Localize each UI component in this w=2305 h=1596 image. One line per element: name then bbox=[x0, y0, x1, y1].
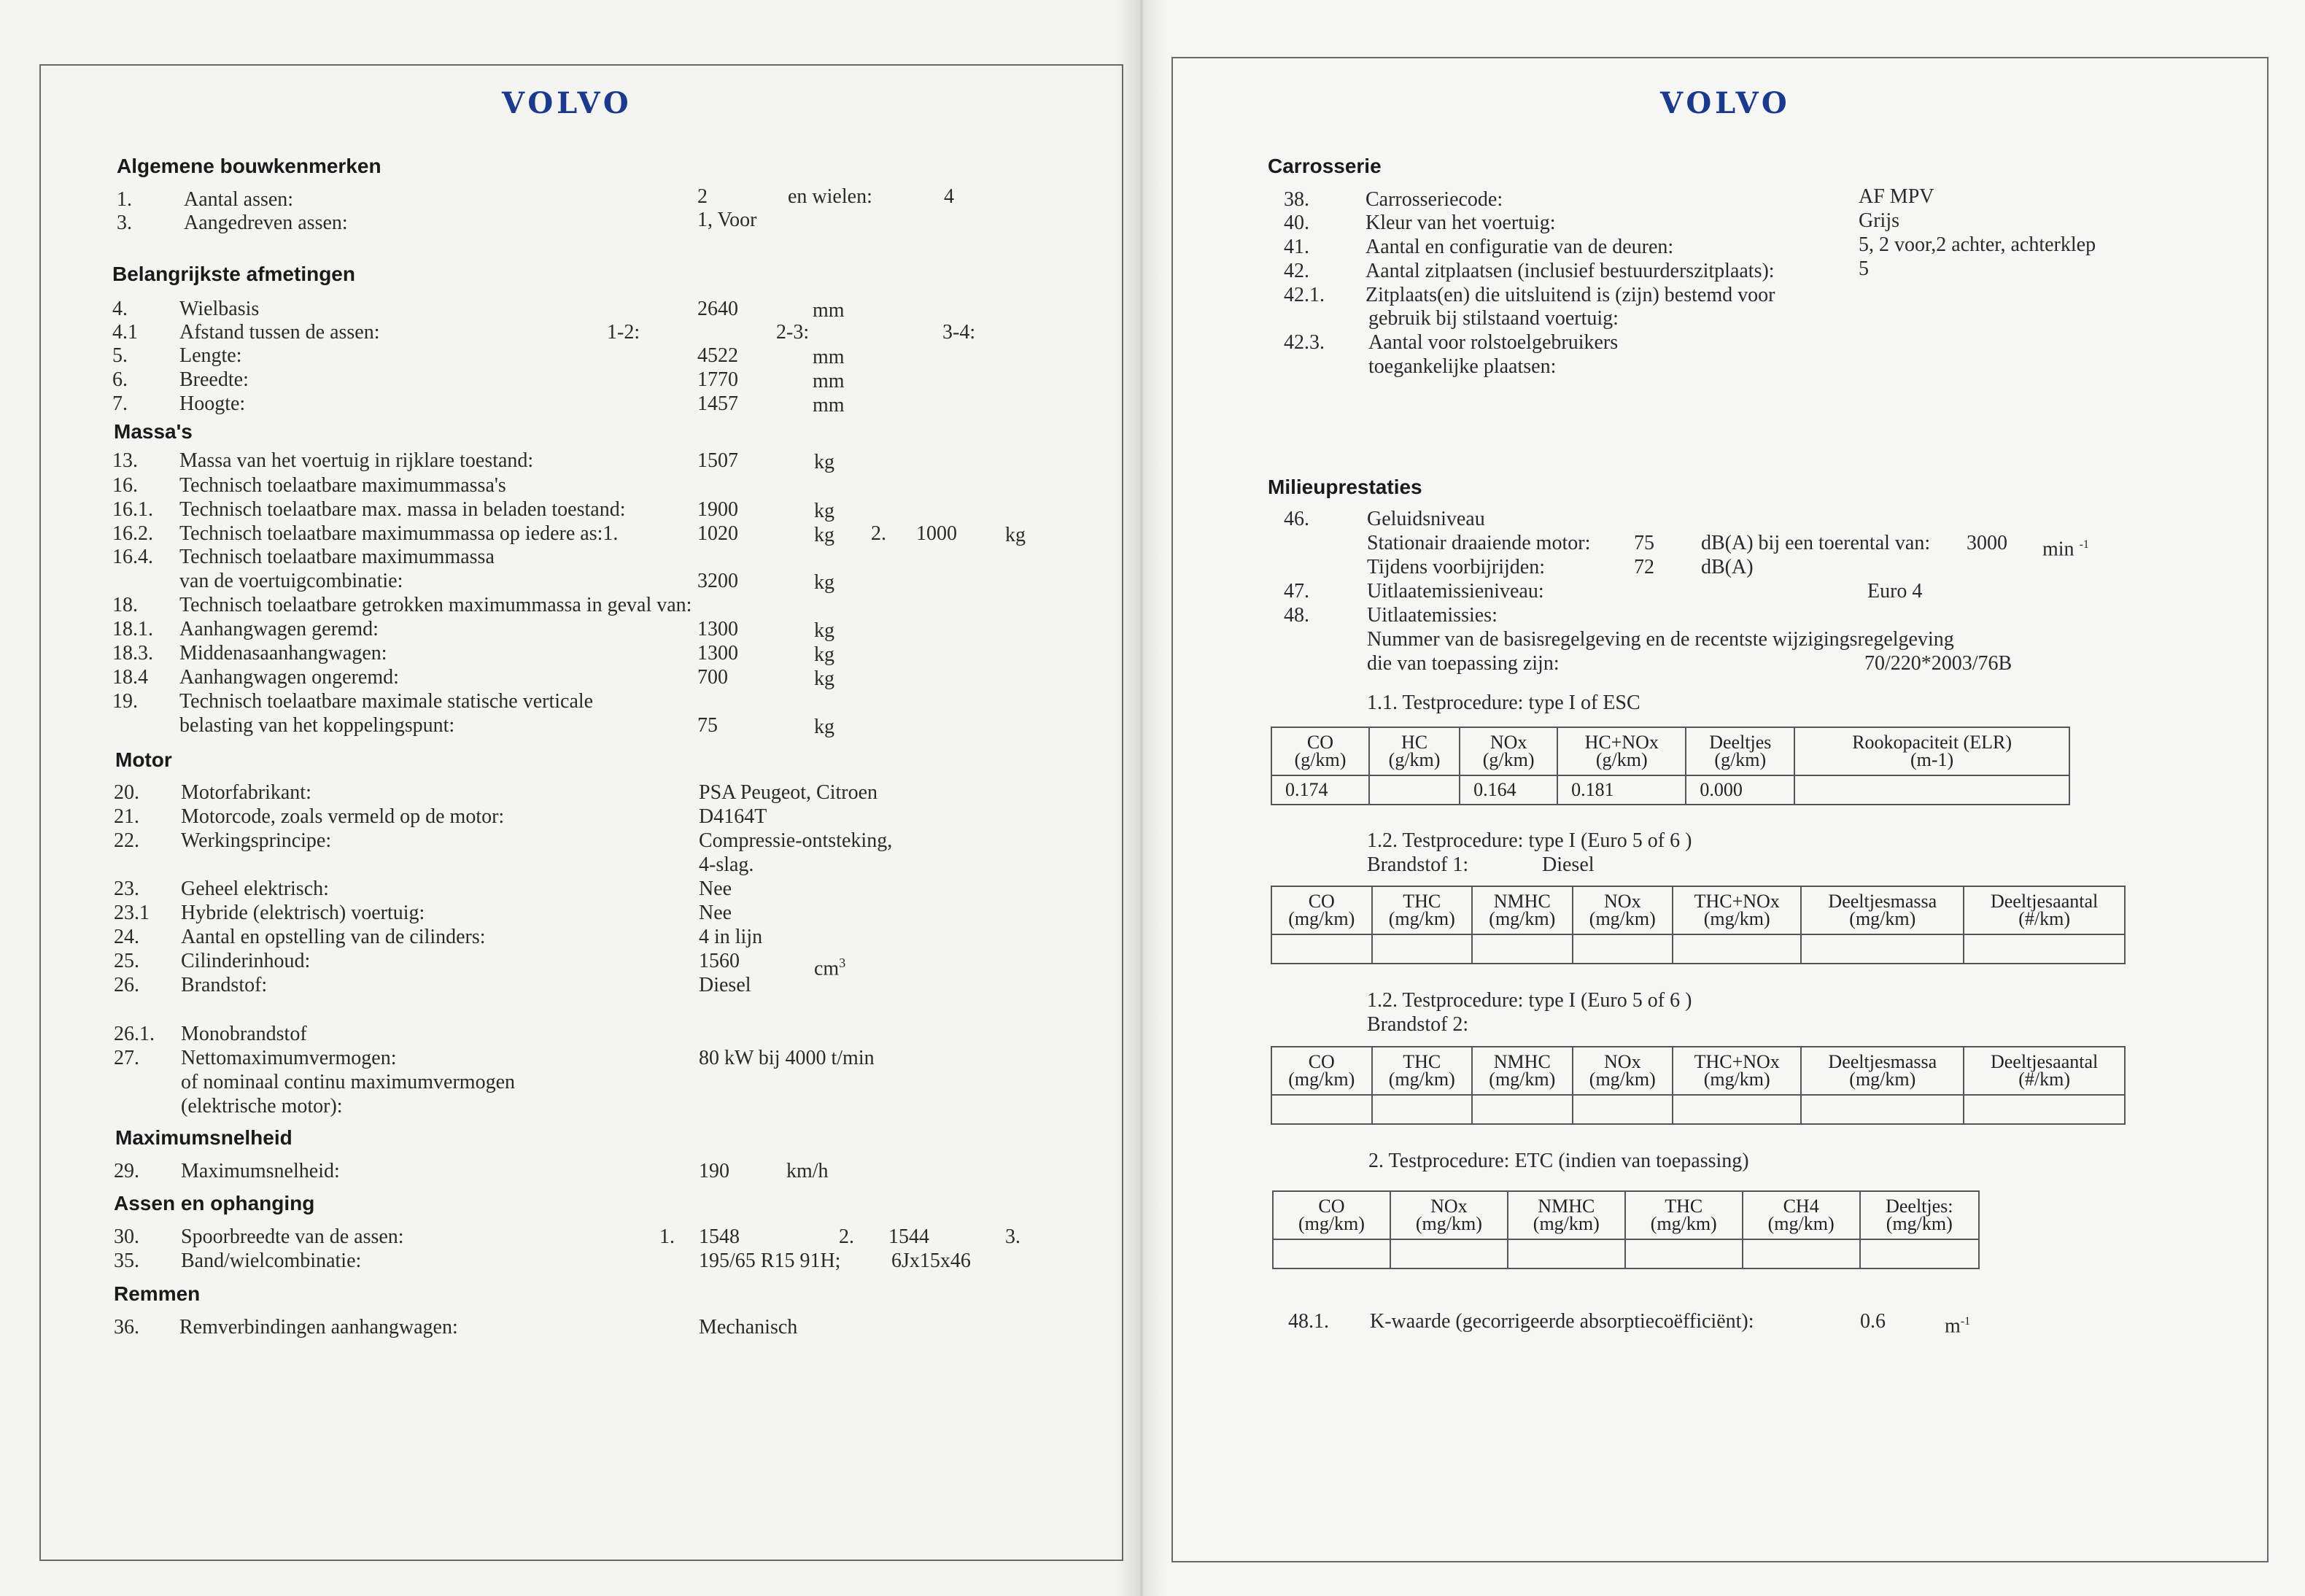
table-cell bbox=[1472, 1095, 1573, 1124]
row-label: Aanhangwagen geremd: bbox=[179, 618, 379, 640]
row-number: 36. bbox=[114, 1316, 139, 1339]
row-number: 47. bbox=[1284, 580, 1309, 603]
row-value: AF MPV bbox=[1859, 185, 1934, 208]
row-value: 1020 bbox=[697, 522, 738, 545]
row-value: 1457 bbox=[697, 392, 738, 415]
row-label: 2-3: bbox=[776, 321, 810, 344]
table-header-cell: CO (mg/km) bbox=[1271, 886, 1372, 934]
table-cell bbox=[1273, 1239, 1390, 1268]
table-cell bbox=[1794, 775, 2069, 805]
row-number: 21. bbox=[114, 805, 139, 828]
row-number: 30. bbox=[114, 1225, 139, 1248]
table-cell bbox=[1673, 934, 1801, 964]
row-label: Uitlaatemissies: bbox=[1367, 604, 1498, 627]
row-label: 2. bbox=[871, 522, 886, 545]
row-number: 48. bbox=[1284, 604, 1309, 627]
table-row bbox=[1271, 775, 2069, 805]
table-header-cell: NMHC (mg/km) bbox=[1472, 1047, 1573, 1095]
row-label: Hybride (elektrisch) voertuig: bbox=[181, 902, 425, 924]
row-label: Massa van het voertuig in rijklare toestand: bbox=[179, 449, 534, 472]
row-unit: $m^{-1}$ bbox=[1945, 1314, 1971, 1338]
table-header-row bbox=[1273, 1191, 1979, 1239]
row-value: 4-slag. bbox=[699, 853, 754, 876]
table-cell bbox=[1964, 934, 2125, 964]
row-label: 2. bbox=[839, 1225, 854, 1248]
table-header-cell: Deeltjesmassa (mg/km) bbox=[1801, 886, 1964, 934]
row-value: 72 bbox=[1634, 556, 1654, 578]
row-label: die van toepassing zijn: bbox=[1367, 652, 1560, 675]
table-title: 1.1. Testprocedure: type I of ESC bbox=[1367, 692, 1640, 714]
row-unit: kg bbox=[814, 667, 834, 690]
table-cell: 0.174 bbox=[1271, 775, 1369, 805]
row-label: Aantal assen: bbox=[184, 188, 294, 211]
table-cell bbox=[1573, 1095, 1673, 1124]
row-number: 42.3. bbox=[1284, 331, 1325, 354]
table-header-cell: THC+NOx (mg/km) bbox=[1673, 886, 1801, 934]
row-number: 4. bbox=[112, 298, 128, 320]
row-value: 1900 bbox=[697, 498, 738, 521]
table-cell bbox=[1390, 1239, 1508, 1268]
emissions-table-fuel-2 bbox=[1271, 1046, 2126, 1125]
table-cell bbox=[1743, 1239, 1860, 1268]
row-number: 23.1 bbox=[114, 902, 150, 924]
emissions-table-etc bbox=[1272, 1190, 1980, 1269]
row-unit: mm bbox=[813, 370, 845, 392]
row-value: 1000 bbox=[916, 522, 957, 545]
table-cell bbox=[1625, 1239, 1743, 1268]
row-value: Euro 4 bbox=[1867, 580, 1923, 603]
table-header-cell: Deeltjesmassa (mg/km) bbox=[1801, 1047, 1964, 1095]
table-cell bbox=[1472, 934, 1573, 964]
table-cell bbox=[1369, 775, 1460, 805]
fuel-label: Brandstof 2: bbox=[1367, 1013, 1469, 1036]
row-value: 190 bbox=[699, 1160, 729, 1182]
row-number: 6. bbox=[112, 368, 128, 391]
table-header-cell: Deeltjes (g/km) bbox=[1686, 727, 1794, 775]
section-heading-axles: Assen en ophanging bbox=[114, 1192, 315, 1215]
row-unit: mm bbox=[813, 299, 845, 322]
row-value: 1560 bbox=[699, 950, 740, 972]
row-unit: mm bbox=[813, 394, 845, 417]
right-page bbox=[1138, 0, 2305, 1596]
row-value: Grijs bbox=[1859, 209, 1899, 232]
row-label: Technisch toelaatbare maximummassa bbox=[179, 546, 495, 568]
row-value: 75 bbox=[1634, 532, 1654, 554]
row-number: 46. bbox=[1284, 508, 1309, 530]
row-label: Middenasaanhangwagen: bbox=[179, 642, 387, 665]
section-heading-masses: Massa's bbox=[114, 420, 193, 443]
row-number: 40. bbox=[1284, 212, 1309, 234]
row-number: 18. bbox=[112, 594, 138, 616]
row-label: toegankelijke plaatsen: bbox=[1368, 355, 1557, 378]
row-unit: $cm^3$ bbox=[814, 956, 846, 980]
row-value: 3000 bbox=[1967, 532, 2007, 554]
table-header-cell: NOx (mg/km) bbox=[1573, 886, 1673, 934]
table-cell bbox=[1573, 934, 1673, 964]
row-label: 1. bbox=[659, 1225, 675, 1248]
row-label: gebruik bij stilstaand voertuig: bbox=[1368, 307, 1619, 330]
table-header-cell: CO (mg/km) bbox=[1273, 1191, 1390, 1239]
row-value: 1300 bbox=[697, 642, 738, 665]
row-label: Motorfabrikant: bbox=[181, 781, 311, 804]
row-value: 1300 bbox=[697, 618, 738, 640]
left-page bbox=[0, 0, 1138, 1596]
table-header-cell: Deeltjes: (mg/km) bbox=[1860, 1191, 1979, 1239]
row-unit: kg bbox=[1005, 524, 1026, 546]
row-number: 3. bbox=[117, 212, 132, 234]
row-number: 25. bbox=[114, 950, 139, 972]
row-label: Kleur van het voertuig: bbox=[1365, 212, 1556, 234]
row-value: 1507 bbox=[697, 449, 738, 472]
row-value: Compressie-ontsteking, bbox=[699, 829, 893, 852]
row-number: 23. bbox=[114, 878, 139, 900]
row-label: Band/wielcombinatie: bbox=[181, 1250, 362, 1272]
row-value: 0.6 bbox=[1860, 1310, 1886, 1333]
row-value: 3200 bbox=[697, 570, 738, 592]
row-value: 1548 bbox=[699, 1225, 740, 1248]
row-number: 18.1. bbox=[112, 618, 153, 640]
row-label: Technisch toelaatbare maximale statische verticale bbox=[179, 690, 594, 713]
row-unit: kg bbox=[814, 524, 834, 546]
row-number: 22. bbox=[114, 829, 139, 852]
row-number: 27. bbox=[114, 1047, 139, 1069]
table-header-cell: CO (mg/km) bbox=[1271, 1047, 1372, 1095]
row-value: 75 bbox=[697, 714, 718, 737]
row-value: 700 bbox=[697, 666, 728, 689]
row-label: 1-2: bbox=[607, 321, 640, 344]
row-value: 1770 bbox=[697, 368, 738, 391]
row-unit: kg bbox=[814, 716, 834, 738]
row-label: Remverbindingen aanhangwagen: bbox=[179, 1316, 458, 1339]
row-number: 5. bbox=[112, 344, 128, 367]
row-value: 5 bbox=[1859, 257, 1869, 280]
row-label: Aanhangwagen ongeremd: bbox=[179, 666, 399, 689]
row-number: 16.1. bbox=[112, 498, 153, 521]
row-label: Breedte: bbox=[179, 368, 249, 391]
row-number: 13. bbox=[112, 449, 138, 472]
row-label: Uitlaatemissieniveau: bbox=[1367, 580, 1544, 603]
row-label: belasting van het koppelingspunt: bbox=[179, 714, 455, 737]
row-label: K-waarde (gecorrigeerde absorptiecoëfficiënt): bbox=[1370, 1310, 1754, 1333]
table-header-cell: NOx (g/km) bbox=[1460, 727, 1557, 775]
row-label: Werkingsprincipe: bbox=[181, 829, 332, 852]
row-label: Aangedreven assen: bbox=[184, 212, 348, 234]
row-unit: mm bbox=[813, 346, 845, 368]
row-number: 20. bbox=[114, 781, 139, 804]
row-label: Aantal voor rolstoelgebruikers bbox=[1368, 331, 1619, 354]
row-label: 3-4: bbox=[942, 321, 976, 344]
row-label: Nummer van de basisregelgeving en de recentste wijzigingsregelgeving bbox=[1367, 628, 1954, 651]
row-unit: kg bbox=[814, 643, 834, 666]
row-number: 41. bbox=[1284, 236, 1309, 258]
section-heading-brakes: Remmen bbox=[114, 1282, 201, 1305]
row-value: 2640 bbox=[697, 298, 738, 320]
fuel-value: Diesel bbox=[1542, 853, 1595, 876]
row-label: Cilinderinhoud: bbox=[181, 950, 311, 972]
row-number: 26.1. bbox=[114, 1023, 155, 1045]
row-label: Lengte: bbox=[179, 344, 242, 367]
row-label: Wielbasis bbox=[179, 298, 260, 320]
table-header-row bbox=[1271, 886, 2125, 934]
row-number: 42.1. bbox=[1284, 284, 1325, 306]
table-cell bbox=[1964, 1095, 2125, 1124]
row-number: 7. bbox=[112, 392, 128, 415]
row-value: 2 bbox=[697, 185, 708, 208]
row-label: Aantal en configuratie van de deuren: bbox=[1365, 236, 1674, 258]
section-heading-dimensions: Belangrijkste afmetingen bbox=[112, 263, 355, 285]
row-unit: kg bbox=[814, 619, 834, 642]
section-heading-motor: Motor bbox=[115, 748, 172, 771]
table-cell bbox=[1372, 934, 1473, 964]
table-cell: 0.181 bbox=[1557, 775, 1686, 805]
row-unit: dB(A) bbox=[1701, 556, 1754, 578]
row-value: 5, 2 voor,2 achter, achterklep bbox=[1859, 233, 2096, 256]
fuel-label: Brandstof 1: bbox=[1367, 853, 1469, 876]
row-label: (elektrische motor): bbox=[181, 1095, 343, 1117]
row-number: 29. bbox=[114, 1160, 139, 1182]
row-number: 16.2. bbox=[112, 522, 153, 545]
table-row bbox=[1271, 934, 2125, 964]
row-label: Hoogte: bbox=[179, 392, 246, 415]
table-cell: 0.000 bbox=[1686, 775, 1794, 805]
table-header-cell: HC+NOx (g/km) bbox=[1557, 727, 1686, 775]
row-value: 80 kW bij 4000 t/min bbox=[699, 1047, 875, 1069]
page-fold bbox=[1116, 0, 1167, 1596]
section-heading-body: Carrosserie bbox=[1268, 155, 1382, 177]
row-value: 6Jx15x46 bbox=[891, 1250, 971, 1272]
table-row bbox=[1273, 1239, 1979, 1268]
table-title: 1.2. Testprocedure: type I (Euro 5 of 6 ) bbox=[1367, 989, 1692, 1012]
row-label: Zitplaats(en) die uitsluitend is (zijn) bestemd voor bbox=[1365, 284, 1775, 306]
row-value: 70/220*2003/76B bbox=[1864, 652, 2012, 675]
row-value: Diesel bbox=[699, 974, 751, 996]
table-cell bbox=[1372, 1095, 1473, 1124]
row-value: Nee bbox=[699, 878, 732, 900]
row-number: 4.1 bbox=[112, 321, 138, 344]
row-number: 18.4 bbox=[112, 666, 148, 689]
row-label: Tijdens voorbijrijden: bbox=[1367, 556, 1545, 578]
row-label: Stationair draaiende motor: bbox=[1367, 532, 1591, 554]
table-cell bbox=[1801, 1095, 1964, 1124]
row-number: 48.1. bbox=[1288, 1310, 1329, 1333]
row-number: 19. bbox=[112, 690, 138, 713]
row-label: Geluidsniveau bbox=[1367, 508, 1485, 530]
row-number: 26. bbox=[114, 974, 139, 996]
row-label: Technisch toelaatbare getrokken maximummassa in geval van: bbox=[179, 594, 692, 616]
table-cell bbox=[1508, 1239, 1625, 1268]
row-number: 16. bbox=[112, 474, 138, 497]
table-cell bbox=[1271, 1095, 1372, 1124]
section-heading-general: Algemene bouwkenmerken bbox=[117, 155, 381, 177]
row-unit: min $^{-1}$ bbox=[2042, 538, 2089, 561]
row-label: van de voertuigcombinatie: bbox=[179, 570, 403, 592]
table-header-cell: NMHC (mg/km) bbox=[1508, 1191, 1625, 1239]
row-label: Brandstof: bbox=[181, 974, 268, 996]
table-header-cell: THC (mg/km) bbox=[1372, 1047, 1473, 1095]
row-unit: kg bbox=[814, 451, 834, 473]
table-header-cell: Deeltjesaantal (#/km) bbox=[1964, 1047, 2125, 1095]
row-label: 3. bbox=[1005, 1225, 1020, 1248]
row-label: Nettomaximumvermogen: bbox=[181, 1047, 397, 1069]
row-unit: kg bbox=[814, 500, 834, 522]
row-label: Carrosseriecode: bbox=[1365, 188, 1503, 211]
volvo-logo: VOLVO bbox=[1660, 86, 1791, 120]
volvo-logo: VOLVO bbox=[502, 86, 632, 120]
row-label: Geheel elektrisch: bbox=[181, 878, 329, 900]
table-header-cell: Deeltjesaantal (#/km) bbox=[1964, 886, 2125, 934]
emissions-table-esc bbox=[1271, 727, 2070, 805]
row-number: 24. bbox=[114, 926, 139, 948]
row-label: Aantal en opstelling van de cilinders: bbox=[181, 926, 486, 948]
table-header-row bbox=[1271, 727, 2069, 775]
table-header-cell: CO (g/km) bbox=[1271, 727, 1369, 775]
table-cell bbox=[1673, 1095, 1801, 1124]
row-unit: km/h bbox=[786, 1160, 829, 1182]
row-label: Technisch toelaatbare maximummassa's bbox=[179, 474, 506, 497]
table-header-cell: CH4 (mg/km) bbox=[1743, 1191, 1860, 1239]
row-value: PSA Peugeot, Citroen bbox=[699, 781, 878, 804]
row-number: 1. bbox=[117, 188, 132, 211]
row-number: 18.3. bbox=[112, 642, 153, 665]
row-label: Aantal zitplaatsen (inclusief bestuurderszitplaats): bbox=[1365, 260, 1775, 282]
row-label: Technisch toelaatbare maximummassa op iedere as:1. bbox=[179, 522, 619, 545]
row-number: 38. bbox=[1284, 188, 1309, 211]
row-value: D4164T bbox=[699, 805, 767, 828]
table-cell bbox=[1860, 1239, 1979, 1268]
table-header-cell: HC (g/km) bbox=[1369, 727, 1460, 775]
table-title: 1.2. Testprocedure: type I (Euro 5 of 6 ) bbox=[1367, 829, 1692, 852]
table-header-cell: NOx (mg/km) bbox=[1390, 1191, 1508, 1239]
table-header-cell: Rookopaciteit (ELR) (m-1) bbox=[1794, 727, 2069, 775]
table-header-cell: THC (mg/km) bbox=[1625, 1191, 1743, 1239]
table-header-row bbox=[1271, 1047, 2125, 1095]
table-cell bbox=[1801, 934, 1964, 964]
row-unit: dB(A) bij een toerental van: bbox=[1701, 532, 1931, 554]
table-header-cell: THC+NOx (mg/km) bbox=[1673, 1047, 1801, 1095]
row-label: Spoorbreedte van de assen: bbox=[181, 1225, 404, 1248]
row-value: Mechanisch bbox=[699, 1316, 798, 1339]
row-value: 1544 bbox=[888, 1225, 929, 1248]
table-cell bbox=[1271, 934, 1372, 964]
row-label: of nominaal continu maximumvermogen bbox=[181, 1071, 516, 1093]
emissions-table-fuel-1 bbox=[1271, 886, 2126, 964]
table-header-cell: NMHC (mg/km) bbox=[1472, 886, 1573, 934]
row-label: en wielen: bbox=[788, 185, 872, 208]
row-label: Technisch toelaatbare max. massa in beladen toestand: bbox=[179, 498, 626, 521]
row-value: Nee bbox=[699, 902, 732, 924]
row-value: 4 bbox=[944, 185, 954, 208]
table-cell: 0.164 bbox=[1460, 775, 1557, 805]
row-value: 195/65 R15 91H; bbox=[699, 1250, 841, 1272]
row-value: 4 in lijn bbox=[699, 926, 763, 948]
row-value: 4522 bbox=[697, 344, 738, 367]
row-label: Maximumsnelheid: bbox=[181, 1160, 340, 1182]
row-value: 1, Voor bbox=[697, 209, 757, 231]
table-row bbox=[1271, 1095, 2125, 1124]
row-number: 16.4. bbox=[112, 546, 153, 568]
table-title: 2. Testprocedure: ETC (indien van toepassing) bbox=[1368, 1150, 1749, 1172]
row-unit: kg bbox=[814, 571, 834, 594]
row-number: 42. bbox=[1284, 260, 1309, 282]
section-heading-max-speed: Maximumsnelheid bbox=[115, 1126, 293, 1149]
row-label: Motorcode, zoals vermeld op de motor: bbox=[181, 805, 505, 828]
table-header-cell: NOx (mg/km) bbox=[1573, 1047, 1673, 1095]
table-header-cell: THC (mg/km) bbox=[1372, 886, 1473, 934]
row-label: Afstand tussen de assen: bbox=[179, 321, 380, 344]
row-number: 35. bbox=[114, 1250, 139, 1272]
section-heading-environment: Milieuprestaties bbox=[1268, 476, 1422, 498]
row-label: Monobrandstof bbox=[181, 1023, 307, 1045]
